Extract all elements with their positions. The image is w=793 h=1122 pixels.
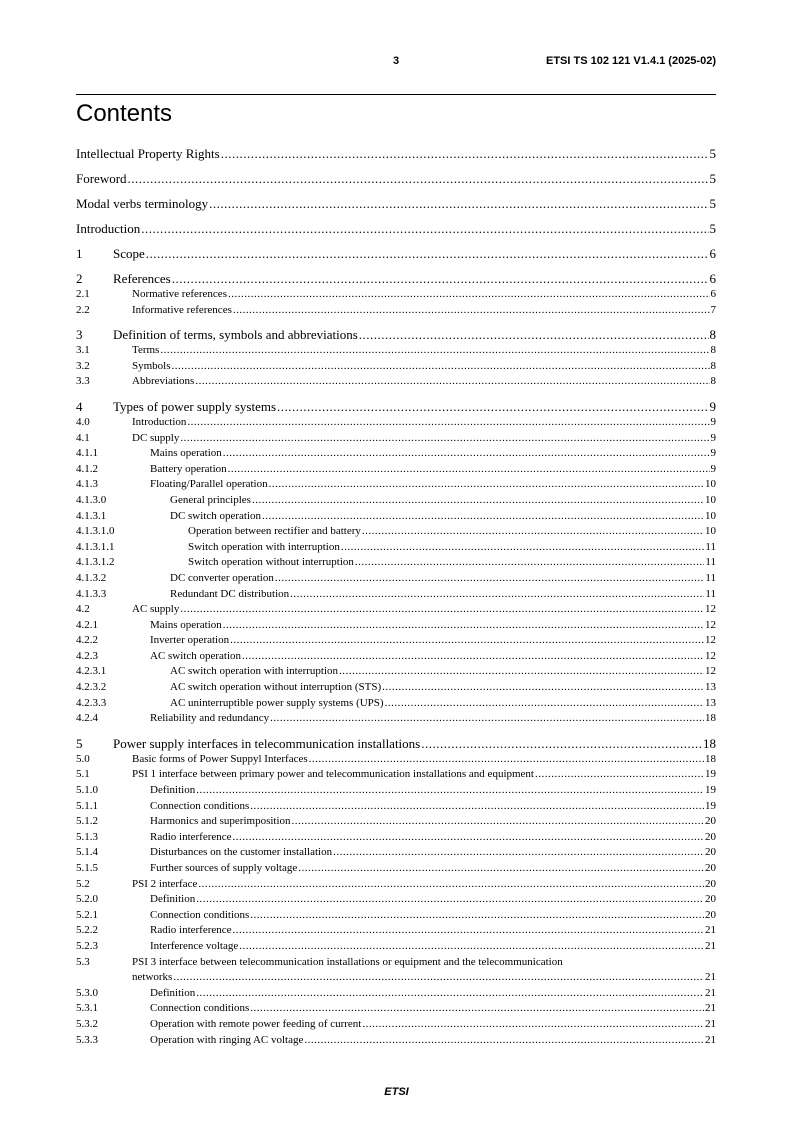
dot-leader [228,462,710,478]
toc-entry-number: 5.2.0 [76,893,98,906]
toc-entry-page: 8 [710,375,716,388]
toc-entry[interactable] [76,477,716,493]
toc-entry-title: DC supply [132,431,180,444]
dot-leader [269,477,704,493]
toc-entry-number: 2 [76,271,83,286]
toc-entry[interactable] [76,814,716,830]
dot-leader [262,509,704,525]
toc-entry-number: 5.2.1 [76,908,98,921]
dot-leader [275,571,705,587]
toc-entry-number: 5.3.1 [76,1002,98,1015]
toc-entry-page: 9 [710,462,716,475]
toc-entry[interactable] [76,524,716,540]
toc-entry[interactable] [76,830,716,846]
toc-entry[interactable] [76,303,716,319]
toc-entry-page: 20 [705,830,716,843]
toc-entry[interactable] [76,287,716,303]
toc-entry[interactable] [76,196,716,212]
dot-leader [382,680,704,696]
toc-entry-title: Definition [150,986,196,999]
toc-entry-title: Operation with remote power feeding of current [150,1017,362,1030]
toc-entry-title: References [113,271,171,286]
toc-entry[interactable] [76,736,716,752]
toc-entry-page: 20 [705,815,716,828]
toc-entry-page: 12 [705,634,716,647]
toc-entry-continuation[interactable] [76,970,716,986]
toc-entry[interactable] [76,246,716,262]
toc-entry-title: Abbreviations [132,375,195,388]
toc-entry-number: 5.3.2 [76,1017,98,1030]
toc-entry-number: 4.1.1 [76,447,98,460]
toc-entry[interactable] [76,602,716,618]
dot-leader [141,221,708,237]
toc-entry-title: Informative references [132,303,232,316]
toc-entry-title: Scope [113,246,145,261]
toc-entry-page: 5 [709,196,716,211]
toc-entry[interactable] [76,446,716,462]
toc-entry-page: 21 [705,1002,716,1015]
dot-leader [355,555,705,571]
toc-entry[interactable] [76,221,716,237]
toc-entry-number: 4.1.3.2 [76,571,107,584]
toc-entry-number: 3.3 [76,375,90,388]
toc-entry-page: 10 [705,493,716,506]
toc-entry-page: 21 [705,971,716,984]
dot-leader [535,767,704,783]
toc-entry-title: networks [132,971,173,984]
toc-entry-page: 20 [705,877,716,890]
dot-leader [304,1033,704,1049]
toc-entry-page: 19 [705,768,716,781]
toc-entry-number: 4.2.4 [76,712,98,725]
toc-entry-title: Operation between rectifier and battery [188,525,361,538]
dot-leader [250,799,704,815]
toc-entry-number: 5.1.0 [76,784,98,797]
toc-entry[interactable] [76,555,716,571]
toc-entry-number: 4.2.3 [76,649,98,662]
toc-entry-number: 5.0 [76,752,90,765]
toc-entry-number: 4.1 [76,431,90,444]
toc-entry-page: 18 [703,735,716,751]
toc-entry-number: 5 [76,735,83,751]
toc-entry[interactable] [76,618,716,634]
toc-entry-page: 19 [705,784,716,797]
toc-entry[interactable] [76,399,716,415]
toc-entry-page: 21 [705,1033,716,1046]
toc-entry[interactable] [76,271,716,287]
toc-entry[interactable] [76,374,716,390]
dot-leader [160,343,709,359]
toc-entry-page: 21 [705,924,716,937]
toc-entry[interactable] [76,939,716,955]
toc-entry[interactable] [76,633,716,649]
toc-entry-title: Connection conditions [150,908,250,921]
toc-entry[interactable] [76,509,716,525]
toc-entry-title: DC switch operation [170,509,262,522]
toc-entry-title: Operation with ringing AC voltage [150,1033,304,1046]
toc-entry[interactable] [76,146,716,162]
document-id: ETSI TS 102 121 V1.4.1 (2025-02) [546,55,716,67]
toc-entry[interactable] [76,861,716,877]
toc-entry-page: 10 [705,509,716,522]
toc-entry[interactable] [76,571,716,587]
dot-leader [187,415,709,431]
toc-entry-page: 8 [710,359,716,372]
toc-entry-number: 5.1.3 [76,830,98,843]
toc-entry[interactable] [76,587,716,603]
toc-entry-title: Connection conditions [150,799,250,812]
toc-entry-number: 4.2.3.1 [76,665,107,678]
dot-leader [341,540,705,556]
toc-entry-page: 6 [709,246,716,261]
toc-entry-number: 4 [76,398,83,414]
toc-entry-title: Introduction [132,415,187,428]
toc-entry[interactable] [76,711,716,727]
dot-leader [223,446,710,462]
toc-entry-title: DC converter operation [170,571,274,584]
dot-leader [362,1017,704,1033]
toc-entry-page: 8 [710,344,716,357]
toc-entry-number: 5.3 [76,955,90,968]
dot-leader [333,845,704,861]
toc-entry-title: AC supply [132,603,180,616]
toc-entry-title: Radio interference [150,924,232,937]
dot-leader [233,923,704,939]
toc-entry-title: Floating/Parallel operation [150,478,268,491]
toc-entry-title: Switch operation with interruption [188,540,340,553]
toc-entry-number: 1 [76,246,83,261]
toc-entry-title: Introduction [76,221,141,236]
toc-entry[interactable] [76,343,716,359]
toc-entry[interactable] [76,171,716,187]
toc-entry-page: 20 [705,908,716,921]
toc-entry-page: 6 [710,288,716,300]
toc-entry-number: 4.2.3.3 [76,696,107,709]
toc-entry-number: 4.1.3.1.1 [76,540,115,553]
dot-leader [173,970,704,986]
dot-leader [180,431,709,447]
dot-leader [172,359,710,375]
toc-entry-page: 18 [705,752,716,765]
toc-entry-page: 11 [705,556,716,569]
toc-entry[interactable] [76,462,716,478]
toc-entry-number: 4.0 [76,415,90,428]
toc-entry-title: Redundant DC distribution [170,587,290,600]
table-of-contents [76,146,716,1048]
toc-entry[interactable] [76,845,716,861]
toc-entry[interactable] [76,752,716,768]
toc-entry-page: 11 [705,571,716,584]
toc-entry-number: 4.2.1 [76,618,98,631]
toc-entry-number: 4.1.3.0 [76,493,107,506]
toc-entry-title: PSI 2 interface [132,877,198,890]
toc-entry-number: 4.1.3.1.2 [76,556,115,569]
toc-entry-title: Inverter operation [150,634,230,647]
page-title: Contents [76,100,173,127]
toc-entry-page: 11 [705,587,716,600]
toc-entry-page: 6 [709,271,716,286]
toc-entry-title: Harmonics and superimposition [150,815,291,828]
dot-leader [233,303,710,319]
toc-entry-title: PSI 1 interface between primary power and telecommunication installations and equipment [132,768,534,781]
toc-entry-title: PSI 3 interface between telecommunication installations or equipment and the telecommunication [132,955,563,968]
page-number: 3 [393,55,400,67]
toc-entry-title: Mains operation [150,618,222,631]
toc-entry-number: 3.1 [76,344,90,357]
toc-entry-title: AC switch operation with interruption [170,665,339,678]
toc-entry-number: 4.2 [76,603,90,616]
dot-leader [250,1001,704,1017]
toc-entry-page: 21 [705,986,716,999]
toc-entry-page: 9 [710,431,716,444]
dot-leader [172,271,709,287]
toc-entry-number: 4.1.3.1 [76,509,107,522]
dot-leader [221,146,709,162]
dot-leader [339,664,704,680]
toc-entry-title: Definition [150,784,196,797]
dot-leader [239,939,704,955]
dot-leader [385,696,704,712]
toc-entry-page: 9 [710,447,716,460]
toc-entry-number: 3.2 [76,359,90,372]
toc-entry[interactable] [76,767,716,783]
toc-entry-page: 21 [705,1017,716,1030]
toc-entry[interactable] [76,799,716,815]
toc-entry-page: 18 [705,712,716,725]
toc-entry-number: 5.2.3 [76,939,98,952]
toc-entry-title: Reliability and redundancy [150,712,270,725]
dot-leader [228,287,710,303]
toc-entry[interactable] [76,327,716,343]
toc-entry-page: 20 [705,862,716,874]
toc-entry[interactable] [76,1033,716,1049]
toc-entry-number: 2.2 [76,303,90,316]
toc-entry-page: 19 [705,799,716,812]
dot-leader [198,877,704,893]
dot-leader [359,327,709,343]
toc-entry[interactable] [76,986,716,1002]
toc-entry-title: Interference voltage [150,939,239,952]
toc-entry[interactable] [76,359,716,375]
dot-leader [146,246,709,262]
header-rule [76,94,716,95]
toc-entry-page: 20 [705,846,716,859]
toc-entry[interactable] [76,877,716,893]
toc-entry-number: 5.2.2 [76,924,98,937]
toc-entry[interactable] [76,680,716,696]
toc-entry[interactable] [76,493,716,509]
toc-entry-title: Definition of terms, symbols and abbreviations [113,327,358,343]
toc-entry-title: Radio interference [150,830,232,843]
toc-entry-title: Symbols [132,359,171,372]
toc-entry-number: 5.1.1 [76,799,98,812]
dot-leader [180,602,704,618]
dot-leader [196,783,704,799]
toc-entry[interactable] [76,955,716,971]
toc-entry-title: Modal verbs terminology [76,196,209,211]
dot-leader [196,892,704,908]
dot-leader [298,861,704,877]
toc-entry-title: Power supply interfaces in telecommunication installations [113,735,421,751]
toc-entry[interactable] [76,892,716,908]
toc-entry-page: 12 [705,665,716,678]
toc-entry-title: Normative references [132,288,227,300]
toc-entry-title: Foreword [76,171,127,186]
toc-entry-page: 10 [705,525,716,538]
toc-entry-title: Further sources of supply voltage [150,862,298,874]
toc-entry-number: 5.1.2 [76,815,98,828]
toc-entry-title: Disturbances on the customer installation [150,846,333,859]
toc-entry-page: 12 [705,603,716,616]
toc-entry-number: 4.1.2 [76,462,98,475]
toc-entry-title: Definition [150,893,196,906]
toc-entry-title: Connection conditions [150,1002,250,1015]
toc-entry-page: 5 [709,146,716,161]
toc-entry-title: Intellectual Property Rights [76,146,220,161]
dot-leader [242,649,704,665]
toc-entry-page: 5 [709,171,716,186]
toc-entry-title: AC uninterruptible power supply systems (UPS) [170,696,384,709]
dot-leader [290,587,704,603]
toc-entry-number: 4.1.3.1.0 [76,525,115,538]
toc-entry[interactable] [76,664,716,680]
dot-leader [252,493,704,509]
dot-leader [270,711,704,727]
toc-entry-page: 20 [705,893,716,906]
toc-entry[interactable] [76,783,716,799]
toc-entry-number: 4.2.2 [76,634,98,647]
toc-entry-page: 9 [709,398,716,414]
toc-entry-title: Terms [132,344,160,357]
toc-entry-number: 4.1.3.3 [76,587,107,600]
dot-leader [292,814,704,830]
toc-entry-number: 5.2 [76,877,90,890]
toc-entry-title: Types of power supply systems [113,398,277,414]
dot-leader [309,752,704,768]
toc-entry[interactable] [76,696,716,712]
footer-logo-text: ETSI [384,1086,409,1098]
dot-leader [223,618,704,634]
dot-leader [421,736,702,752]
toc-entry-page: 7 [710,303,716,316]
toc-entry-title: General principles [170,493,251,506]
dot-leader [128,171,709,187]
toc-entry-title: AC switch operation [150,649,242,662]
toc-entry-title: Switch operation without interruption [188,556,354,569]
toc-entry[interactable] [76,649,716,665]
toc-entry-page: 13 [705,696,716,709]
toc-entry-page: 10 [705,478,716,491]
toc-entry-number: 2.1 [76,288,90,300]
toc-entry-number: 5.3.0 [76,986,98,999]
toc-entry[interactable] [76,923,716,939]
dot-leader [195,374,709,390]
toc-entry[interactable] [76,540,716,556]
dot-leader [230,633,704,649]
toc-entry-page: 9 [710,415,716,428]
toc-entry-title: AC switch operation without interruption (STS) [170,681,382,694]
dot-leader [196,986,704,1002]
dot-leader [233,830,704,846]
dot-leader [277,399,708,415]
toc-entry-number: 5.1 [76,768,90,781]
toc-entry-page: 12 [705,618,716,631]
toc-entry[interactable] [76,415,716,431]
toc-entry-page: 8 [709,327,716,343]
dot-leader [209,196,708,212]
toc-entry-title: Mains operation [150,447,222,460]
dot-leader [250,908,704,924]
toc-entry-page: 12 [705,649,716,662]
toc-entry-number: 5.3.3 [76,1033,98,1046]
toc-entry-title: Battery operation [150,462,227,475]
toc-entry-number: 3 [76,327,83,343]
toc-entry[interactable] [76,431,716,447]
toc-entry[interactable] [76,1017,716,1033]
toc-entry-number: 4.2.3.2 [76,681,107,694]
toc-entry-number: 4.1.3 [76,478,98,491]
toc-entry-title: Basic forms of Power Suppyl Interfaces [132,752,308,765]
toc-entry-number: 5.1.5 [76,862,98,874]
toc-entry-page: 11 [705,540,716,553]
toc-entry-page: 13 [705,681,716,694]
toc-entry[interactable] [76,1001,716,1017]
toc-entry-page: 21 [705,939,716,952]
toc-entry-number: 5.1.4 [76,846,98,859]
dot-leader [362,524,704,540]
toc-entry-page: 5 [709,221,716,236]
toc-entry[interactable] [76,908,716,924]
